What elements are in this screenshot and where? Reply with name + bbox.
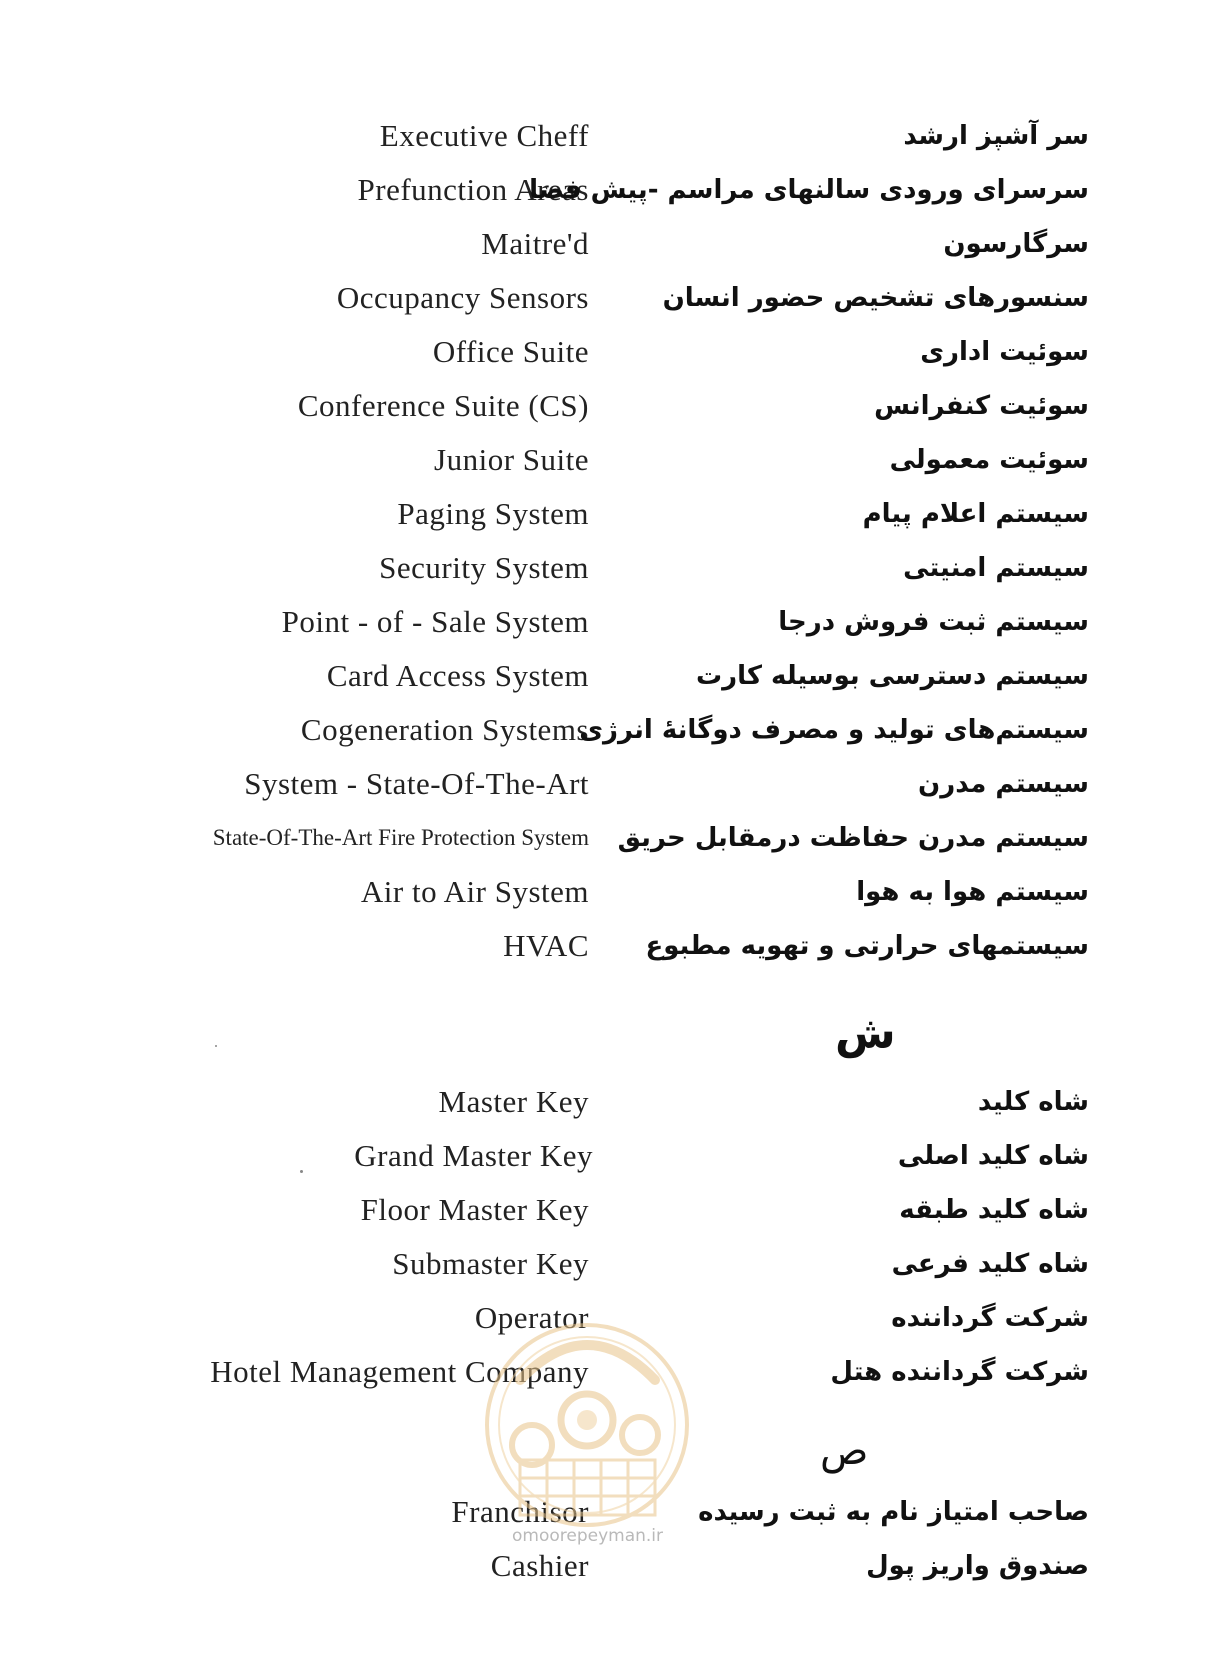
- persian-term: سیستم هوا به هوا: [856, 877, 1089, 907]
- glossary-row: [0, 332, 1229, 372]
- persian-term: صندوق واریز پول: [866, 1551, 1089, 1581]
- persian-term: سیستمهای حرارتی و تهویه مطبوع: [645, 931, 1089, 961]
- persian-term: شرکت گرداننده هتل: [830, 1357, 1089, 1387]
- persian-term: سنسورهای تشخیص حضور انسان: [662, 283, 1089, 313]
- persian-term: شاه کلید اصلی: [897, 1141, 1089, 1171]
- persian-term: سیستم ثبت فروش درجا: [778, 607, 1089, 637]
- persian-term: سوئیت اداری: [920, 337, 1089, 367]
- english-term: Submaster Key: [392, 1246, 589, 1281]
- english-term: Cogeneration Systems: [300, 712, 589, 747]
- persian-term: شرکت گرداننده: [891, 1303, 1089, 1333]
- english-term: Air to Air System: [360, 874, 589, 909]
- english-term: Prefunction Areas: [357, 172, 589, 207]
- watermark-site-text: omoorepeyman.ir: [512, 1526, 664, 1546]
- english-term: System - State-Of-The-Art: [244, 766, 589, 801]
- english-term: Master Key: [438, 1084, 589, 1119]
- english-term: State-Of-The-Art Fire Protection System: [212, 825, 589, 850]
- persian-term: سر آشپز ارشد: [903, 121, 1089, 151]
- glossary-row: [0, 710, 1229, 750]
- scan-speck: [215, 1045, 217, 1047]
- english-term: Card Access System: [326, 658, 589, 693]
- english-term: Office Suite: [432, 334, 589, 369]
- glossary-row: [0, 872, 1229, 912]
- persian-term: شاه کلید: [977, 1087, 1089, 1117]
- glossary-row: [0, 116, 1229, 156]
- english-term: Junior Suite: [434, 442, 589, 477]
- english-term: Floor Master Key: [360, 1192, 589, 1227]
- english-term: Paging System: [397, 496, 589, 531]
- glossary-row: [0, 548, 1229, 588]
- watermark-logo-icon: [480, 1310, 695, 1540]
- english-term: Point - of - Sale System: [281, 604, 589, 639]
- glossary-row: [0, 224, 1229, 264]
- english-term: HVAC: [503, 928, 589, 963]
- persian-term: سوئیت کنفرانس: [874, 391, 1089, 421]
- persian-term: صاحب امتیاز نام به ثبت رسیده: [698, 1497, 1089, 1527]
- persian-term: سرگارسون: [943, 229, 1089, 259]
- persian-term: سیستم مدرن حفاظت درمقابل حریق: [617, 823, 1089, 853]
- english-term: Occupancy Sensors: [336, 280, 589, 315]
- glossary-row: [0, 1190, 1229, 1230]
- section-letter-heading: ص: [820, 1428, 869, 1474]
- scan-speck: [300, 1170, 303, 1173]
- persian-term: سیستم امنیتی: [903, 553, 1089, 583]
- persian-term: شاه کلید طبقه: [899, 1195, 1089, 1225]
- english-term: Cashier: [490, 1548, 589, 1583]
- english-term: Executive Cheff: [379, 118, 589, 153]
- persian-term: سرسرای ورودی سالنهای مراسم -پیش فضا: [529, 175, 1089, 205]
- glossary-row: [0, 926, 1229, 966]
- persian-term: سیستم مدرن: [918, 769, 1089, 799]
- section-letter-heading: ش: [835, 1008, 896, 1059]
- glossary-row: [0, 494, 1229, 534]
- glossary-row: [0, 1136, 1229, 1176]
- persian-term: سیستم‌های تولید و مصرف دوگانهٔ انرژی: [579, 715, 1089, 745]
- glossary-row: [0, 764, 1229, 804]
- glossary-row: [0, 656, 1229, 696]
- glossary-row: [0, 386, 1229, 426]
- english-term: Maitre'd: [481, 226, 589, 261]
- glossary-row: [0, 1546, 1229, 1586]
- glossary-row: [0, 1082, 1229, 1122]
- english-term: Grand Master Key: [354, 1138, 593, 1173]
- glossary-row: [0, 278, 1229, 318]
- english-term: Hotel Management Company: [210, 1354, 589, 1389]
- persian-term: سیستم اعلام پیام: [862, 499, 1089, 529]
- english-term: Franchisor: [451, 1494, 589, 1529]
- persian-term: سیستم دسترسی بوسیله کارت: [696, 661, 1089, 691]
- glossary-row: [0, 440, 1229, 480]
- glossary-row: [0, 1244, 1229, 1284]
- glossary-row: [0, 170, 1229, 210]
- glossary-row: [0, 602, 1229, 642]
- english-term: Operator: [474, 1300, 589, 1335]
- persian-term: شاه کلید فرعی: [891, 1249, 1089, 1279]
- glossary-row: [0, 818, 1229, 858]
- persian-term: سوئیت معمولی: [889, 445, 1089, 475]
- english-term: Security System: [379, 550, 589, 585]
- english-term: Conference Suite (CS): [297, 388, 589, 423]
